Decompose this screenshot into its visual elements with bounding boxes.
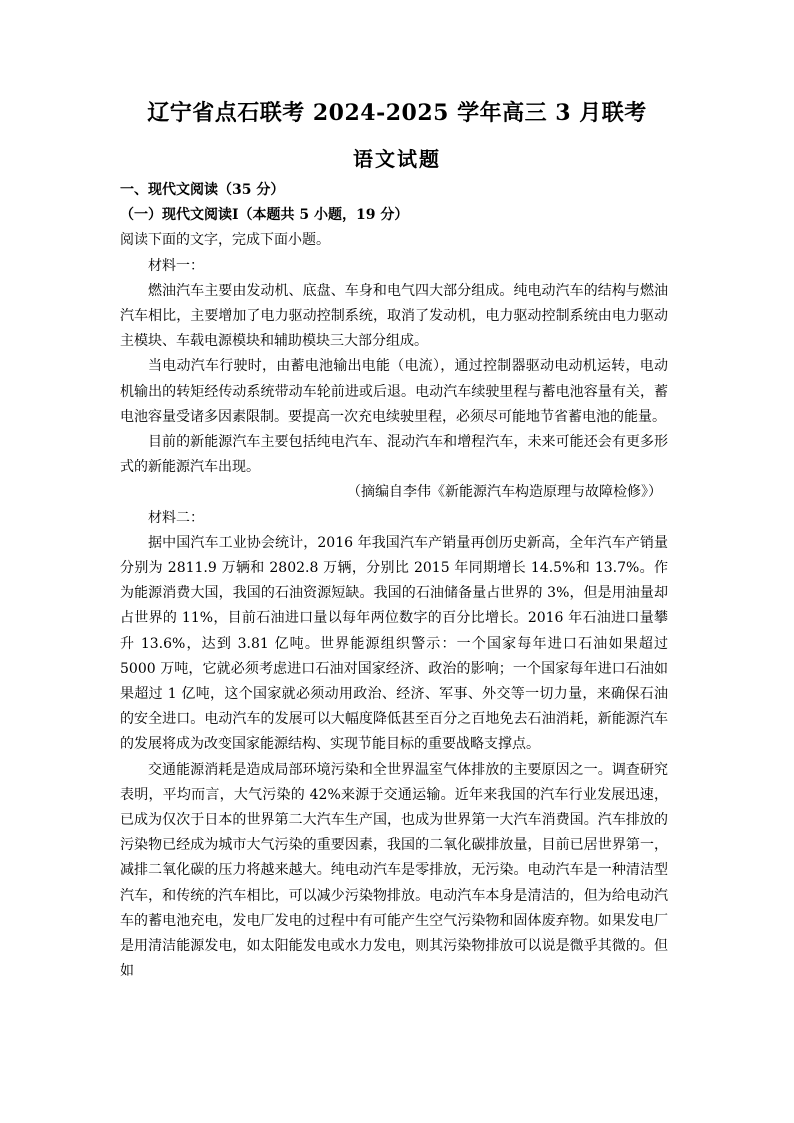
- material1-paragraph: 当电动汽车行驶时，由蓄电池输出电能（电流），通过控制器驱动电动机运转，电动机输出的转矩经传动系统带动车轮前进或后退。电动汽车续驶里程与蓄电池容量有关，蓄电池容量受诸多因素限制。要提高一次充电续驶里程，必须尽可能地节省蓄电池的能量。: [120, 358, 668, 425]
- material1-label: 材料一：: [148, 257, 204, 274]
- material2-paragraph: 交通能源消耗是造成局部环境污染和全世界温室气体排放的主要原因之一。调查研究表明，平均而言，大气污染的 42%来源于交通运输。近年来我国的汽车行业发展迅速，已成为仅次于日本的世界第二大汽车生产国，也成为世界第一大汽车消费国。汽车排放的污染物已经成为城市大气污染的重要因素，我国的二氧化碳排放量，目前已居世界第一，减排二氧化碳的压力将越来越大。纯电动汽车是零排放，无污染。电动汽车是一种清洁型汽车，和传统的汽车相比，可以减少污染物排放。电动汽车本身是清洁的，但为给电动汽车的蓄电池充电，发电厂发电的过程中有可能产生空气污染物和固体废弃物。如果发电厂是用清洁能源发电，如太阳能发电或水力发电，则其污染物排放可以说是微乎其微的。但如: [120, 761, 668, 980]
- material2-label: 材料二：: [148, 509, 204, 526]
- material1-source: （摘编自李伟《新能源汽车构造原理与故障检修》）: [347, 484, 662, 501]
- material2-paragraph: 据中国汽车工业协会统计，2016 年我国汽车产销量再创历史新高，全年汽车产销量分别为 2811.9 万辆和 2802.8 万辆，分别比 2015 年同期增长 14.5%和 13.7%。作为能源消费大国，我国的石油资源短缺。我国的石油储备量占世界的 3%，但是用油量却占世界的 11%，目前石油进口量以每年两位数字的百分比增长。2016 年石油进口量攀升 13.6%，达到 3.81 亿吨。世界能源组织警示：一个国家每年进口石油如果超过 5000 万吨，它就必须考虑进口石油对国家经济、政治的影响；一个国家每年进口石油如果超过 1 亿吨，这个国家就必须动用政治、经济、军事、外交等一切力量，来确保石油的安全进口。电动汽车的发展可以大幅度降低甚至百分之百地免去石油消耗，新能源汽车的发展将成为改变国家能源结构、实现节能目标的重要战略支撑点。: [120, 534, 668, 753]
- material1-paragraph: 燃油汽车主要由发动机、底盘、车身和电气四大部分组成。纯电动汽车的结构与燃油汽车相比，主要增加了电力驱动控制系统，取消了发动机，电力驱动控制系统由电力驱动主模块、车载电源模块和辅助模块三大部分组成。: [120, 282, 668, 350]
- document-body: [120, 178, 668, 985]
- subsection-heading: （一）现代文阅读Ⅰ（本题共 5 小题，19 分）: [120, 207, 409, 224]
- exam-title: 辽宁省点石联考 2024-2025 学年高三 3 月联考: [147, 100, 647, 126]
- material1-paragraph: 目前的新能源汽车主要包括纯电汽车、混动汽车和增程汽车，未来可能还会有更多形式的新能源汽车出现。: [120, 434, 668, 476]
- reading-instruction: 阅读下面的文字，完成下面小题。: [120, 232, 330, 249]
- section-heading: 一、现代文阅读（35 分）: [120, 182, 285, 198]
- exam-subtitle: 语文试题: [353, 147, 441, 171]
